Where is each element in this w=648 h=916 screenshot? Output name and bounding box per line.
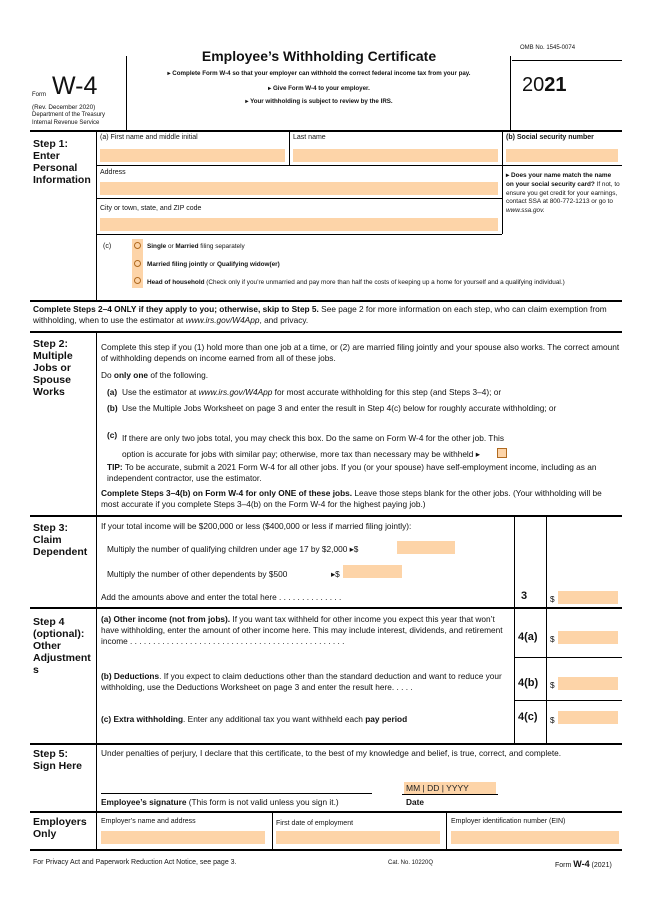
head-of-household-radio[interactable] [134, 277, 141, 284]
privacy-notice: For Privacy Act and Paperwork Reduction Act Notice, see page 3. [33, 859, 237, 866]
extra-withholding-text: (c) Extra withholding. Enter any additional tax you want withheld each pay period [101, 714, 408, 724]
first-name-field[interactable] [100, 149, 285, 162]
step3-line-number: 3 [521, 590, 528, 602]
first-date-label: First date of employment [276, 820, 354, 827]
line-4c-dollar: $ [550, 715, 555, 725]
steps-notice: Complete Steps 2–4 ONLY if they apply to you; otherwise, skip to Step 5. See page 2 for more information on each step, who can claim exemption from withholding, when to use the estimator at www.irs.gov/W4App, and privacy. [33, 304, 607, 325]
line-4c-number: 4(c) [518, 711, 538, 723]
step2-a-text: Use the estimator at www.irs.gov/W4App for most accurate withholding for this step (and Steps 3–4); or [122, 387, 502, 397]
married-jointly-label: Married filing jointly or Qualifying widow(er) [147, 261, 280, 268]
deductions-text: (b) Deductions. If you expect to claim deductions other than the standard deduction and want to reduce your withholding, use the Deductions Worksheet on page 3 and enter the result here. . . . . [101, 671, 502, 692]
employers-only-title: Employers Only [33, 816, 87, 840]
filing-status-label: (c) [103, 243, 112, 250]
extra-withholding-field[interactable] [558, 711, 618, 724]
ssn-note: ▸ Does your name match the name on your social security card? If not, to ensure you get credit for your earnings, contact SSA at 800-772-1213 or go to www.ssa.gov. [506, 172, 620, 215]
other-dependents-field[interactable] [343, 565, 402, 578]
single-option-label: Single or Married filing separately [147, 243, 245, 250]
head-of-household-label: Head of household (Check only if you’re unmarried and pay more than half the costs of keeping up a home for yourself and a qualifying individual.) [147, 279, 565, 286]
step2-intro: Complete this step if you (1) hold more than one job at a time, or (2) are married filing jointly and your spouse also works. The correct amount of withholding depends on income earned from all of these jobs. [101, 342, 620, 363]
married-jointly-radio[interactable] [134, 260, 141, 267]
dept-treasury: Department of the Treasury [32, 112, 106, 118]
line-4a-dollar: $ [550, 634, 555, 644]
catalog-number: Cat. No. 10220Q [388, 860, 434, 866]
other-dependents-arrow: ▸$ [331, 569, 340, 579]
form-title: Employee’s Withholding Certificate [201, 48, 437, 64]
ein-label: Employer identification number (EIN) [451, 818, 566, 825]
first-date-field[interactable] [276, 831, 440, 844]
instruction-3: ▸ Your withholding is subject to review by the IRS. [245, 98, 393, 105]
step1-title: Step 1: Enter Personal Information [33, 138, 91, 186]
ssn-field[interactable] [506, 149, 618, 162]
ein-field[interactable] [451, 831, 619, 844]
step3-total-field[interactable] [558, 591, 618, 604]
signature-label: Employee’s signature (This form is not valid unless you sign it.) [101, 797, 339, 807]
step2-complete: Complete Steps 3–4(b) on Form W-4 for only ONE of these jobs. Leave those steps blank for the other jobs. (Your withholding will be most accurate if you complete Steps 3–4(b) on the Form W-4 for the highest paying job.) [101, 488, 602, 509]
deductions-field[interactable] [558, 677, 618, 690]
step2-c-label: (c) [107, 430, 118, 440]
step2-a-label: (a) [107, 387, 118, 397]
ssn-label: (b) Social security number [506, 134, 594, 141]
date-placeholder: MM | DD | YYYY [406, 783, 469, 793]
tax-year: 2021 [522, 74, 567, 96]
other-dependents-label: Multiply the number of other dependents by $500 [107, 569, 288, 579]
step2-b-label: (b) [107, 403, 118, 413]
footer-form-id: Form W-4 (2021) [555, 859, 612, 869]
instruction-2: ▸ Give Form W-4 to your employer. [268, 85, 370, 92]
step3-total-label: Add the amounts above and enter the total here . . . . . . . . . . . . . . [101, 592, 342, 602]
step5-title: Step 5: Sign Here [33, 748, 83, 772]
step2-title: Step 2: Multiple Jobs or Spouse Works [33, 338, 73, 398]
line-4a-number: 4(a) [518, 631, 538, 643]
form-name: W-4 [52, 72, 98, 100]
other-income-field[interactable] [558, 631, 618, 644]
two-jobs-checkbox[interactable] [497, 448, 507, 458]
form-word: Form [32, 92, 46, 98]
date-label: Date [406, 797, 424, 807]
perjury-statement: Under penalties of perjury, I declare that this certificate, to the best of my knowledge and belief, is true, correct, and complete. [101, 748, 562, 758]
city-field[interactable] [100, 218, 498, 231]
step2-do-one: Do only one of the following. [101, 370, 209, 380]
other-income-text: (a) Other income (not from jobs). If you want tax withheld for other income you expect this year that won’t have withholding, enter the amount of other income here. This may include interest, dividends, and retirement income . . . . . . . . . . . . . . . . . . . . . . . . . . . . . . . . . . . . . . . . . . . . . . . [101, 614, 503, 646]
step2-b-text: Use the Multiple Jobs Worksheet on page 3 and enter the result in Step 4(c) below for roughly accurate withholding; or [122, 403, 557, 413]
step3-dollar: $ [550, 594, 555, 604]
first-name-label: (a) First name and middle initial [100, 134, 198, 141]
step2-tip: TIP: To be accurate, submit a 2021 Form W-4 for all other jobs. If you (or your spouse) have self-employment income, including as an independent contractor, use the estimator. [107, 462, 597, 483]
single-radio[interactable] [134, 242, 141, 249]
last-name-label: Last name [293, 134, 326, 141]
line-4b-dollar: $ [550, 680, 555, 690]
line-4b-number: 4(b) [518, 677, 539, 689]
address-field[interactable] [100, 182, 498, 195]
qualifying-children-field[interactable] [397, 541, 455, 554]
step2-c-text: If there are only two jobs total, you may check this box. Do the same on Form W-4 for the other job. This option is accurate for jobs with similar pay; otherwise, more tax than necessary may be withheld ▸ [122, 433, 504, 459]
address-label: Address [100, 169, 126, 176]
omb-number: OMB No. 1545-0074 [520, 45, 576, 51]
irs-label: Internal Revenue Service [32, 120, 100, 126]
employer-name-label: Employer’s name and address [101, 818, 196, 825]
instruction-1: ▸ Complete Form W-4 so that your employer can withhold the correct federal income tax from your pay. [167, 70, 471, 77]
city-label: City or town, state, and ZIP code [100, 205, 202, 212]
step3-title: Step 3: Claim Dependent [33, 522, 88, 558]
qualifying-children-label: Multiply the number of qualifying children under age 17 by $2,000 ▸$ [107, 544, 359, 554]
step3-income-line: If your total income will be $200,000 or less ($400,000 or less if married filing jointly): [101, 521, 412, 531]
employer-name-field[interactable] [101, 831, 265, 844]
last-name-field[interactable] [293, 149, 498, 162]
step4-title: Step 4 (optional): Other Adjustment s [33, 616, 91, 676]
rev-date: (Rev. December 2020) [32, 104, 96, 111]
